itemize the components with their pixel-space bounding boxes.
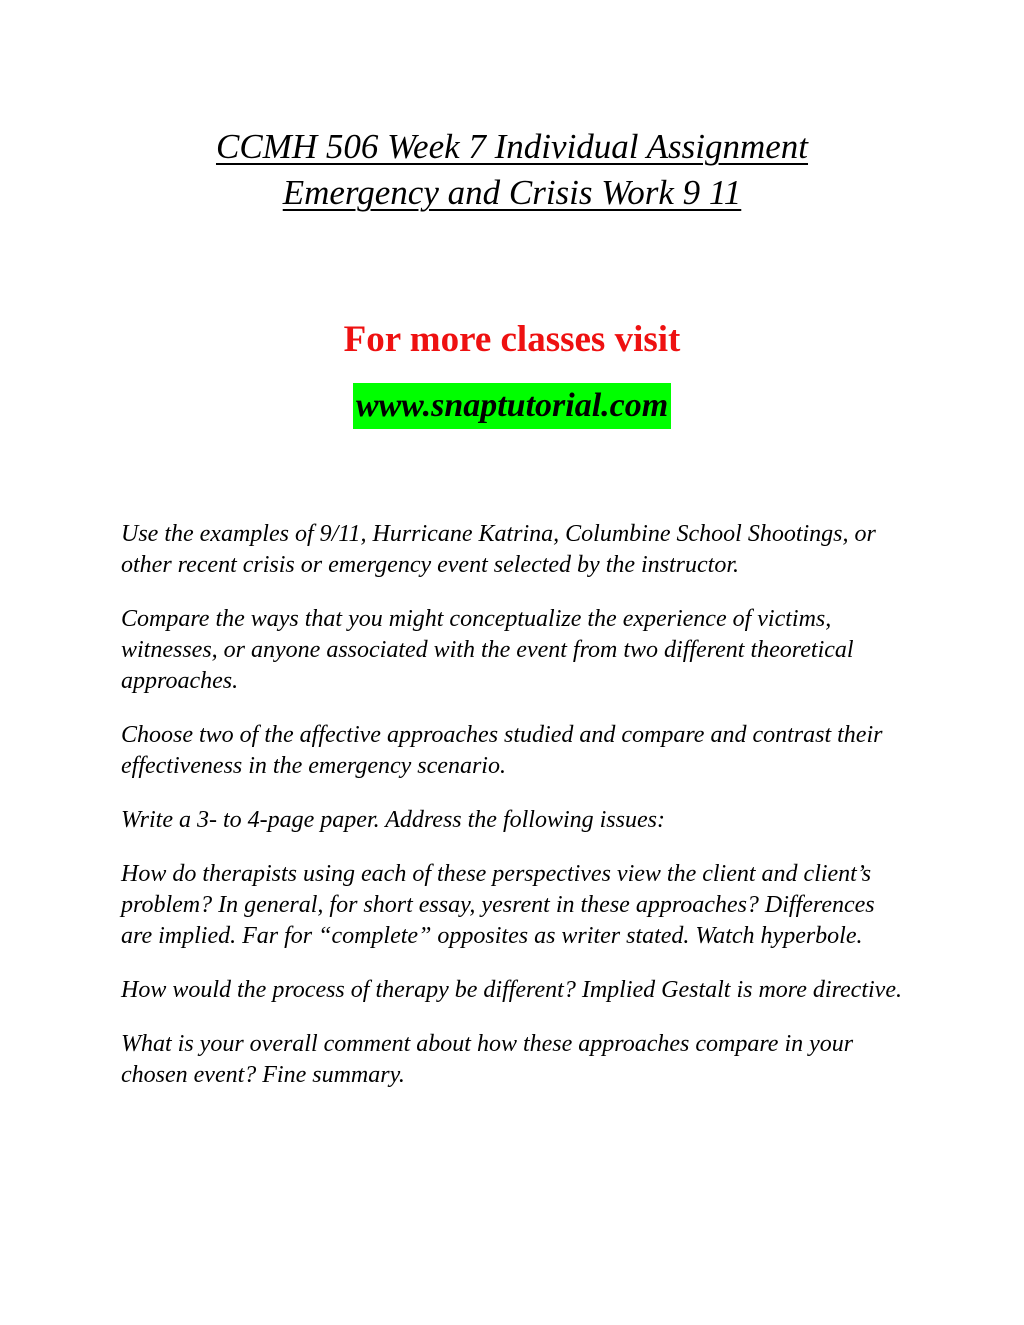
document-title bbox=[0, 124, 1024, 216]
website-link[interactable]: www.snaptutorial.com bbox=[353, 383, 671, 429]
paragraph-question-3: What is your overall comment about how these approaches compare in your chosen event? Fine summary. bbox=[121, 1031, 854, 1088]
promo-link-wrapper bbox=[0, 383, 1024, 429]
title-line-2: Emergency and Crisis Work 9 11 bbox=[282, 173, 742, 212]
paragraph-examples: Use the examples of 9/11, Hurricane Katrina, Columbine School Shootings, or other recent crisis or emergency event selected by the instructor. bbox=[121, 521, 876, 578]
paragraph-choose: Choose two of the affective approaches studied and compare and contrast their effectiveness in the emergency scenario. bbox=[121, 722, 883, 779]
paragraph-write: Write a 3- to 4-page paper. Address the following issues: bbox=[121, 807, 665, 833]
promo-heading: For more classes visit bbox=[343, 319, 681, 360]
title-line-1: CCMH 506 Week 7 Individual Assignment bbox=[215, 127, 809, 166]
paragraph-question-2: How would the process of therapy be different? Implied Gestalt is more directive. bbox=[121, 977, 902, 1003]
paragraph-compare: Compare the ways that you might conceptualize the experience of victims, witnesses, or anyone associated with the event from two different theoretical approaches. bbox=[121, 606, 854, 694]
paragraph-question-1: How do therapists using each of these perspectives view the client and client’s problem? In general, for short essay, yesrent in these approaches? Differences are implied. Far for “complete” opposites as writer stated. Watch hyperbole. bbox=[121, 861, 875, 949]
assignment-body bbox=[121, 519, 911, 1114]
